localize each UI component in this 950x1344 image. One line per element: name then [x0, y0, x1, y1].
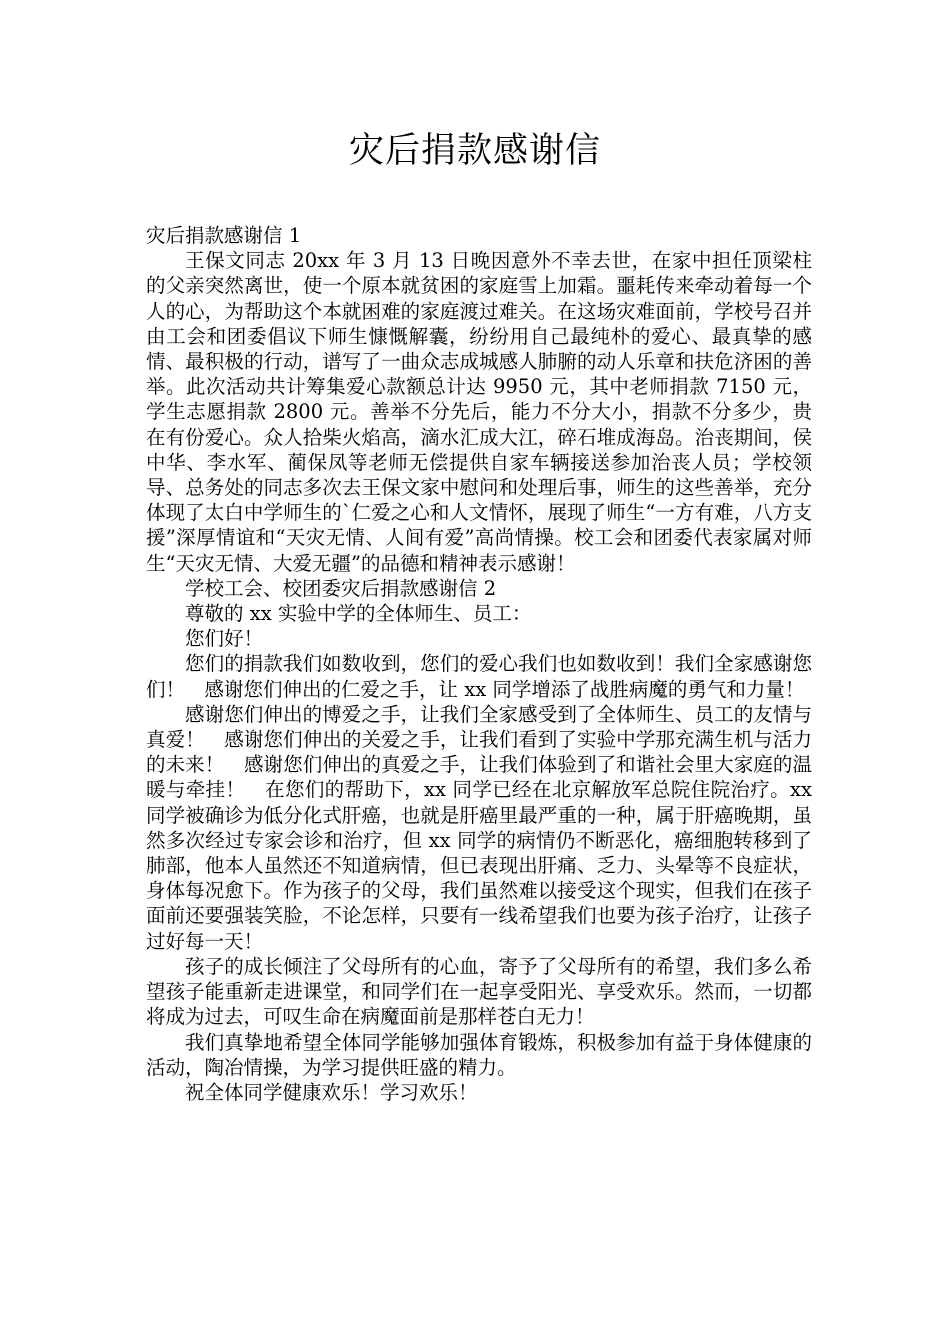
- paragraph-letter-1-body: 王保文同志 20xx 年 3 月 13 日晚因意外不幸去世，在家中担任顶梁柱的父亲突然离世，使一个原本就贫困的家庭雪上加霜。噩耗传来牵动着每一个人的心，为帮助这个本就困难的家庭渡过难关。在这场灾难面前，学校号召并由工会和团委倡议下师生慷慨解囊，纷纷用自己最纯朴的爱心、最真挚的感情、最积极的行动，谱写了一曲众志成城感人肺腑的动人乐章和扶危济困的善举。此次活动共计筹集爱心款额总计达 9950 元，其中老师捐款 7150 元，学生志愿捐款 2800 元。善举不分先后，能力不分大小，捐款不分多少，贵在有份爱心。众人拾柴火焰高，滴水汇成大江，碎石堆成海岛。治丧期间，侯中华、李水军、蔺保凤等老师无偿提供自家车辆接送参加治丧人员；学校领导、总务处的同志多次去王保文家中慰问和处理后事，师生的这些善举，充分体现了太白中学师生的`仁爱之心和人文情怀，展现了师生“一方有难，八方支援”深厚情谊和“天灾无情、人间有爱”高尚情操。校工会和团委代表家属对师生“天灾无情、大爱无疆”的品德和精神表示感谢！: [146, 249, 812, 575]
- document-body: [146, 223, 812, 1105]
- subtitle-letter-1: 灾后捐款感谢信 1: [146, 224, 302, 247]
- paragraph-thanks-1: 您们的捐款我们如数收到，您们的爱心我们也如数收到！我们全家感谢您们！ 感谢您们伸出的仁爱之手，让 xx 同学增添了战胜病魔的勇气和力量！: [146, 652, 812, 701]
- document-title: 灾后捐款感谢信: [348, 131, 601, 171]
- paragraph-hope: 孩子的成长倾注了父母所有的心血，寄予了父母所有的希望，我们多么希望孩子能重新走进课堂，和同学们在一起享受阳光、享受欢乐。然而，一切都将成为过去，可叹生命在病魔面前是那样苍白无力！: [146, 954, 812, 1029]
- subtitle-letter-2: 学校工会、校团委灾后捐款感谢信 2: [185, 576, 497, 600]
- paragraph-wish: 我们真挚地希望全体同学能够加强体育锻炼，积极参加有益于身体健康的活动，陶冶情操，为学习提供旺盛的精力。: [146, 1030, 812, 1079]
- closing-line: 祝全体同学健康欢乐！学习欢乐！: [185, 1080, 478, 1104]
- salutation: 尊敬的 xx 实验中学的全体师生、员工：: [185, 602, 532, 626]
- greeting: 您们好！: [185, 627, 264, 651]
- paragraph-thanks-2: 感谢您们伸出的博爱之手，让我们全家感受到了全体师生、员工的友情与真爱！ 感谢您们伸出的关爱之手，让我们看到了实验中学那充满生机与活力的未来！ 感谢您们伸出的真爱之手，让我们体验到了和谐社会里大家庭的温暖与牵挂！ 在您们的帮助下，xx 同学已经在北京解放军总院住院治疗。xx 同学被确诊为低分化式肝癌，也就是肝癌里最严重的一种，属于肝癌晚期，虽然多次经过专家会诊和治疗，但 xx 同学的病情仍不断恶化，癌细胞转移到了肺部，他本人虽然还不知道病情，但已表现出肝痛、乏力、头晕等不良症状，身体每况愈下。作为孩子的父母，我们虽然难以接受这个现实，但我们在孩子面前还要强装笑脸，不论怎样，只要有一线希望我们也要为孩子治疗，让孩子过好每一天！: [146, 702, 812, 953]
